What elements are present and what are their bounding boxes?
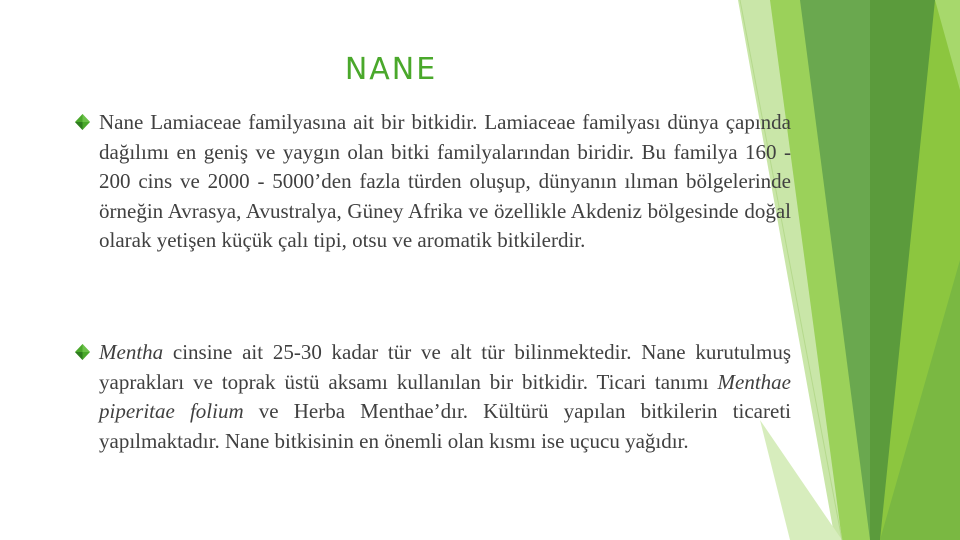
diamond-bullet-icon	[75, 114, 90, 130]
commercial-name: Menthae piperitae folium	[99, 369, 791, 423]
bullet-text-2	[99, 338, 791, 456]
diamond-bullet-icon	[75, 344, 90, 360]
bullet-text-2-part2: cinsine ait 25-30 kadar tür ve alt tür bilinmektedir. Nane kurutulmuş yaprakları ve toprak üstü aksamı kullanılan bir bitkidir. Ticari tanımı	[99, 340, 791, 394]
bullet-text-1: Nane Lamiaceae familyasına ait bir bitkidir. Lamiaceae familyası dünya çapında dağılımı en geniş ve yaygın olan bitki familyalarından biridir. Bu familya 160 - 200 cins ve 2000 - 5000’den fazla türden oluşup, dünyanın ılıman bölgelerinde örneğin Avrasya, Avustralya, Güney Afrika ve özellikle Akdeniz bölgesinde doğal olarak yetişen küçük çalı tipi, otsu ve aromatik bitkilerdir.	[99, 110, 791, 252]
genus-name: Mentha	[99, 340, 164, 364]
slide-title: NANE	[344, 52, 438, 87]
bullet-text-2-part4: ve Herba Menthae’dır. Kültürü yapılan bitkilerin ticareti yapılmaktadır. Nane bitkisinin en önemli olan kısmı ise uçucu yağıdır.	[99, 399, 791, 453]
